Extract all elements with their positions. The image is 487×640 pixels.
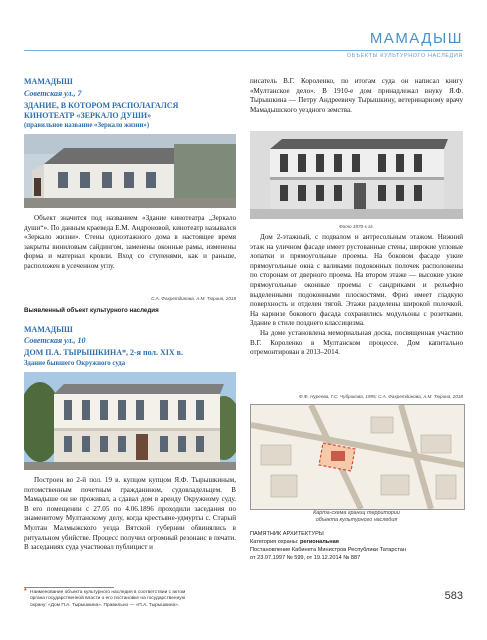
decree-dates: от 23.07.1997 № 599, от 19.12.2014 № 887 [250,555,361,561]
section-title: МАМАДЫШ [369,30,463,47]
entry1-address: Советская ул., 7 [24,89,82,98]
header-divider [24,50,463,51]
protection-category-value: региональная [300,539,339,545]
entry2-town: МАМАДЫШ [24,325,73,334]
territory-map-image [251,405,464,509]
entry2-address: Советская ул., 10 [24,336,86,345]
house-1970s-image [250,131,463,219]
photo-1970s-caption: Фото 1970-х гг. [339,224,374,229]
entry2-title: ДОМ П.А. ТЫРЫШКИНА*, 2-я пол. XIX в. [24,348,183,357]
photo-cinema-building [24,134,236,208]
section-subtitle: ОБЪЕКТЫ КУЛЬТУРНОГО НАСЛЕДИЯ [346,53,463,59]
identified-object-label: Выявленный объект культурного наследия [24,307,159,314]
entry1-subtitle: (правильное название «Зеркало жизни») [24,122,150,129]
decree-name: Постановление Кабинета Министров Республики Татарстан [250,547,406,553]
footnote: Наименование объекта культурного наследия в соответствии с актом органа государственной власти о его постановке на государственную охрану: «Дом П.А. Тырышкина». Правильно — «П.А. Тырышкина». [30,590,186,608]
entry2-history: Построен во 2-й пол. 19 в. купцом купцом Я.Ф. Тырышкиным, потомственным почетным гражданином, судовладельцем. В Мамадыше он не проживал, а сдавал дом в аренду Окружному суду. В его помещении с 27.05 по 4.06.1896 проходили заседания по знаменитому Мултанскому делу, когда крестьяне-удмурты с. Старый Мултан Малмыжского уезда Вятской губернии обвинялись в ритуальном убийстве. Процесс получил огромный резонанс в печати. В заседаниях суда участвовал публицист и [24,476,236,552]
cinema-building-image [24,134,236,208]
entry2-credit: Ф.Ф. Нуреева, Г.С. Чубрикова, 1995; С.А. Фахретдинова, А.М. Тюрина, 2018 [298,394,463,399]
page-number: 583 [444,590,463,602]
footnote-divider [24,587,114,588]
entry2-architecture: Дом 2-этажный, с подвалом и антресольным этажом. Нижний этаж на уличном фасаде имеет рустованные стены, широкие угловые лопатки и прямоугольные проемы. На боковом фасаде узкие прямоугольные окна с валиками подоконных полочек расположены по сторонам от дверного проема. На втором этаже — высокие узкие прямоугольные оконные проемы с сандриками и рельефно выделенными подоконными плоскостями. Фриз имеет гладкую поверхность и отделен тягой. Этажи разделены широкой полочкой. На карнизе бокового фасада сохранились модульоны с розетками. Здание в стиле позднего классицизма. На доме установлена мемориальная доска, посвященная участию В.Г. Короленко в Мултанском процессе. Дом капитально отремонтирован в 2013–2014. [250,233,463,357]
protection-category: Категория охраны: региональная [250,539,339,545]
entry1-description: Объект значится под названием «Здание кинотеатра „Зеркало души“». По данным краеведа Е.М. Андроновой, кинотеатр назывался «Зеркало жизни». Стены одноэтажного дома в настоящее время закрыты виниловым сайдингом, заменены оконные рамы, изменены форма и материал кровли. Вход со ступенями, как и раньше, расположен в усеченном углу. [24,214,236,270]
entry1-town: МАМАДЫШ [24,77,73,86]
entry1-credit: С.А. Фахретдинова, А.М. Тюрина, 2018 [151,296,236,301]
protection-status [250,530,463,562]
map-caption-line2: объекта культурного наследия [315,517,398,523]
photo-tyryshkin-house [24,372,236,470]
tyryshkin-house-image [24,372,236,470]
map-caption-line1: Карта-схема границ территории [313,510,400,516]
footnote-mark: * [24,588,27,595]
territory-map [250,404,465,510]
entry1-title-line1: ЗДАНИЕ, В КОТОРОМ РАСПОЛАГАЛСЯ [24,101,179,110]
monument-type: ПАМЯТНИК АРХИТЕКТУРЫ [250,531,324,537]
entry1-title-line2: КИНОТЕАТР «ЗЕРКАЛО ДУШИ» [24,111,152,120]
entry2-history-continued: писатель В.Г. Короленко, по итогам суда он написал книгу «Мултанское дело». В 1910-е дом принадлежал внуку Я.Ф. Тырышкина — Петру Андреевичу Тырышкину, ветеринарному врачу Мамадышского уездного земства. [250,77,463,114]
entry2-subtitle: Здание бывшего Окружного суда [24,360,126,367]
photo-1970s [250,131,463,219]
